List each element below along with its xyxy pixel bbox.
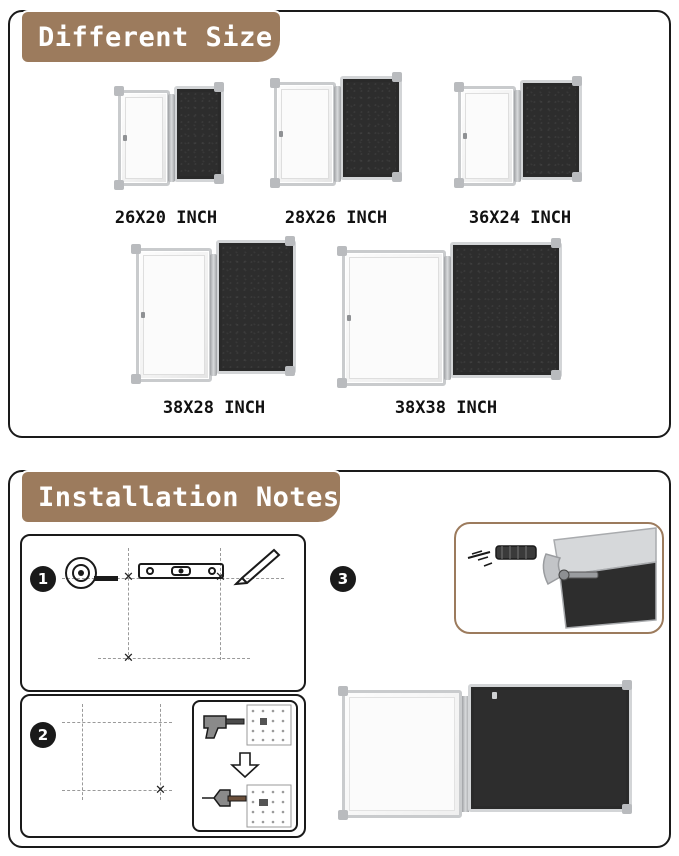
frame-corner xyxy=(338,686,348,696)
board-illustration-26x20 xyxy=(108,86,224,190)
board-label-26x20: 26X20 INCH xyxy=(114,208,218,228)
board-door-panel xyxy=(118,90,170,186)
frame-corner xyxy=(114,180,124,190)
frame-corner xyxy=(131,374,141,384)
step-1-number: 1 xyxy=(30,566,56,592)
frame-corner xyxy=(214,174,224,184)
guide-line xyxy=(98,658,250,659)
hinge xyxy=(168,94,175,182)
step-2-number: 2 xyxy=(30,722,56,748)
frame-corner xyxy=(214,82,224,92)
felt-surface xyxy=(222,246,290,368)
section-title-text: Different Size xyxy=(38,21,273,53)
frame-corner xyxy=(337,246,347,256)
frame-corner xyxy=(338,810,348,820)
lock-icon xyxy=(492,692,497,699)
wall-hole-pattern xyxy=(246,704,292,746)
felt-surface xyxy=(526,86,576,174)
felt-surface xyxy=(456,248,556,372)
mark-x: ✕ xyxy=(123,570,134,585)
section-title-different-size xyxy=(22,12,280,62)
board-label-36x24: 36X24 INCH xyxy=(468,208,572,228)
frame-corner xyxy=(454,82,464,92)
board-door-panel xyxy=(342,250,446,386)
section-title-text: Installation Notes xyxy=(38,481,340,513)
frame-corner xyxy=(572,172,582,182)
board-illustration-38x28 xyxy=(126,240,296,388)
frame-corner xyxy=(551,238,561,248)
frame-corner xyxy=(337,378,347,388)
door-inner-surface xyxy=(125,97,163,179)
frame-corner xyxy=(285,236,295,246)
frame-corner xyxy=(285,366,295,376)
board-illustration-38x38 xyxy=(330,242,562,392)
frame-corner xyxy=(551,370,561,380)
board-felt-body xyxy=(340,76,402,180)
lock-icon xyxy=(123,135,127,141)
door-inner-surface xyxy=(349,697,455,811)
wall-anchor-pattern xyxy=(246,784,292,828)
spirit-level-icon xyxy=(138,558,224,584)
mark-x: ✕ xyxy=(123,651,134,666)
board-felt-body xyxy=(520,80,582,180)
step-3-callout xyxy=(454,522,664,634)
section-title-installation-notes xyxy=(22,472,340,522)
frame-corner xyxy=(392,172,402,182)
board-label-38x28: 38X28 INCH xyxy=(162,398,266,418)
board-door-panel xyxy=(274,82,336,186)
screw-into-frame-detail xyxy=(456,524,662,632)
drill-icon xyxy=(198,706,248,746)
felt-surface xyxy=(346,82,396,174)
door-inner-surface xyxy=(143,255,205,375)
frame-corner xyxy=(114,86,124,96)
guide-line xyxy=(62,722,172,723)
lock-icon xyxy=(347,315,351,321)
board-felt-body xyxy=(450,242,562,378)
tape-measure-icon xyxy=(64,556,120,590)
board-felt-body xyxy=(216,240,296,374)
mounted-board-felt xyxy=(468,684,632,812)
guide-line xyxy=(82,704,83,800)
mark-x: ✕ xyxy=(155,783,166,798)
lock-icon xyxy=(141,312,145,318)
hinge xyxy=(514,90,521,182)
mounted-board-door xyxy=(342,690,462,818)
hinge xyxy=(210,254,217,376)
mounted-board-illustration xyxy=(342,684,632,824)
frame-corner xyxy=(392,72,402,82)
pencil-icon xyxy=(232,548,282,588)
felt-surface xyxy=(474,690,626,806)
board-label-38x38: 38X38 INCH xyxy=(394,398,498,418)
frame-corner xyxy=(622,680,632,690)
frame-corner xyxy=(572,76,582,86)
frame-corner xyxy=(270,178,280,188)
frame-corner xyxy=(622,804,632,814)
hinge xyxy=(334,86,341,182)
frame-corner xyxy=(270,78,280,88)
hammer-icon xyxy=(198,784,248,826)
door-inner-surface xyxy=(465,93,509,179)
board-felt-body xyxy=(174,86,224,182)
board-door-panel xyxy=(458,86,516,186)
step-3-number: 3 xyxy=(330,566,356,592)
board-label-28x26: 28X26 INCH xyxy=(284,208,388,228)
door-inner-surface xyxy=(281,89,329,179)
mark-x: ✕ xyxy=(215,570,226,585)
lock-icon xyxy=(279,131,283,137)
door-inner-surface xyxy=(349,257,439,379)
hinge xyxy=(444,256,451,380)
board-door-panel xyxy=(136,248,212,382)
guide-line xyxy=(128,548,129,660)
arrow-down-icon xyxy=(228,752,262,778)
board-illustration-36x24 xyxy=(450,80,582,192)
frame-corner xyxy=(131,244,141,254)
lock-icon xyxy=(463,133,467,139)
frame-corner xyxy=(454,178,464,188)
board-illustration-28x26 xyxy=(266,76,402,192)
felt-surface xyxy=(180,92,218,176)
